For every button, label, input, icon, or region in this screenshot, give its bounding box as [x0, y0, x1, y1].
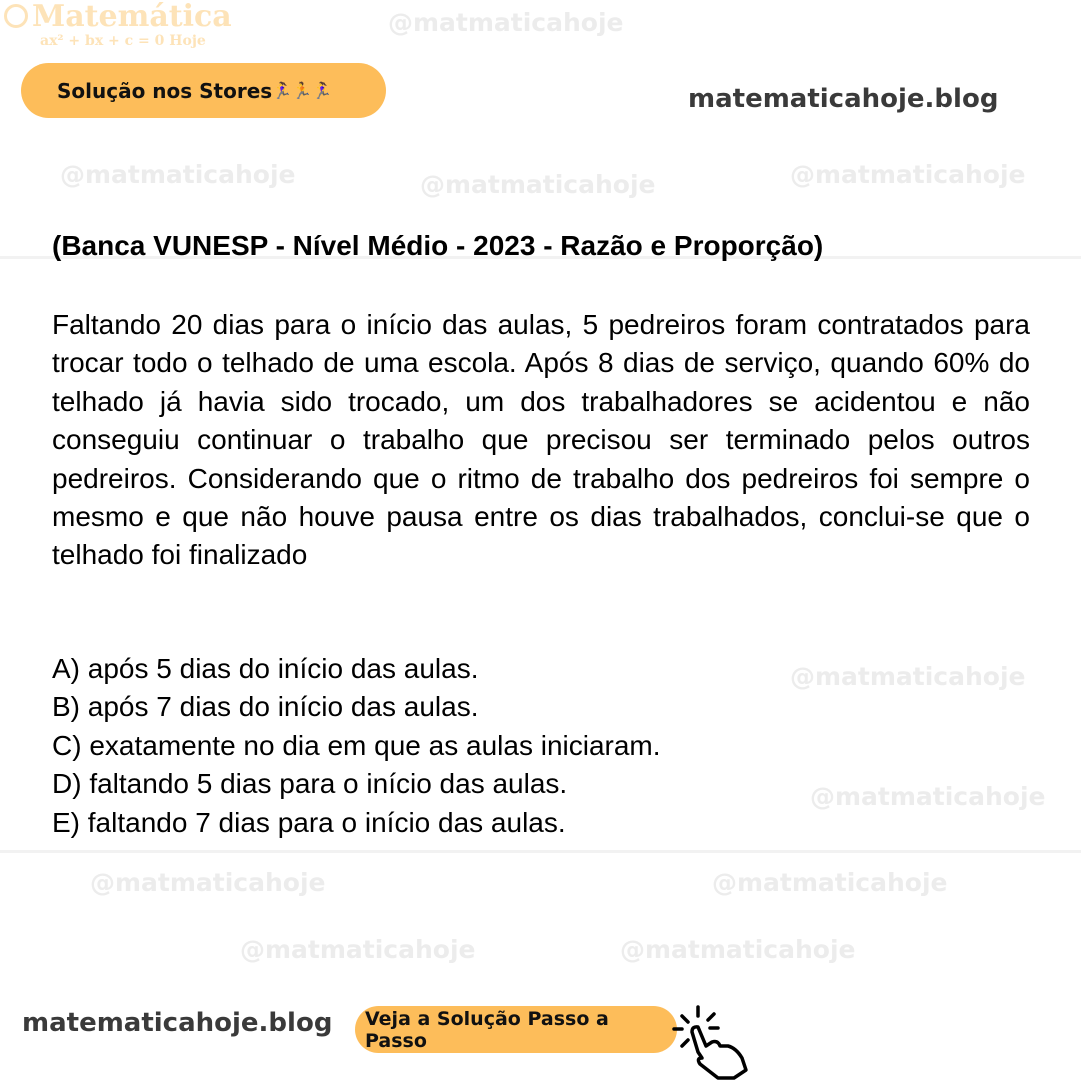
watermark: @matmaticahoje	[388, 8, 624, 37]
divider	[0, 850, 1081, 853]
logo-subtitle: ax² + bx + c = 0 Hoje	[40, 33, 206, 49]
watermark: @matmaticahoje	[240, 935, 476, 964]
watermark: @matmaticahoje	[790, 662, 1026, 691]
watermark: @matmaticahoje	[620, 935, 856, 964]
pointing-hand-click-icon	[672, 1002, 752, 1081]
logo	[2, 0, 232, 48]
options-list	[52, 650, 661, 842]
globe-pin-icon	[4, 4, 28, 28]
watermark: @matmaticahoje	[60, 160, 296, 189]
option-c[interactable]: C) exatamente no dia em que as aulas iniciaram.	[52, 729, 661, 761]
stores-button[interactable]	[21, 63, 386, 118]
site-url[interactable]: matematicahoje.blog	[688, 84, 999, 114]
footer-site-url[interactable]: matematicahoje.blog	[22, 1008, 333, 1038]
question-statement: Faltando 20 dias para o início das aulas, 5 pedreiros foram contratados para trocar todo o telhado de uma escola. Após 8 dias de serviço, quando 60% do telhado já havia sido trocado, um dos trabalhadores se acidentou e não conseguiu continuar o trabalho que precisou ser terminado pelos outros pedreiros. Considerando que o ritmo de trabalho dos pedreiros foi sempre o mesmo e que não houve pausa entre os dias trabalhados, conclui-se que o telhado foi finalizado	[52, 309, 1030, 571]
logo-name: Matemática	[32, 0, 232, 34]
stores-button-label: Solução nos Stores	[57, 78, 273, 103]
option-a[interactable]: A) após 5 dias do início das aulas.	[52, 653, 479, 684]
option-d[interactable]: D) faltando 5 dias para o início das aulas.	[52, 768, 568, 800]
solution-button-label: Veja a Solução Passo a Passo	[365, 1007, 609, 1052]
watermark: @matmaticahoje	[790, 160, 1026, 189]
runner-emoji-icon: 🏃‍♀️🏃🏃‍♀️	[272, 81, 332, 100]
watermark: @matmaticahoje	[420, 170, 656, 199]
watermark: @matmaticahoje	[90, 868, 326, 897]
watermark: @matmaticahoje	[712, 868, 948, 897]
question-title: (Banca VUNESP - Nível Médio - 2023 - Razão e Proporção)	[52, 230, 824, 261]
option-e[interactable]: E) faltando 7 dias para o início das aulas.	[52, 806, 566, 838]
option-b[interactable]: B) após 7 dias do início das aulas.	[52, 691, 479, 723]
watermark: @matmaticahoje	[810, 782, 1046, 811]
solution-button[interactable]	[355, 1006, 677, 1053]
